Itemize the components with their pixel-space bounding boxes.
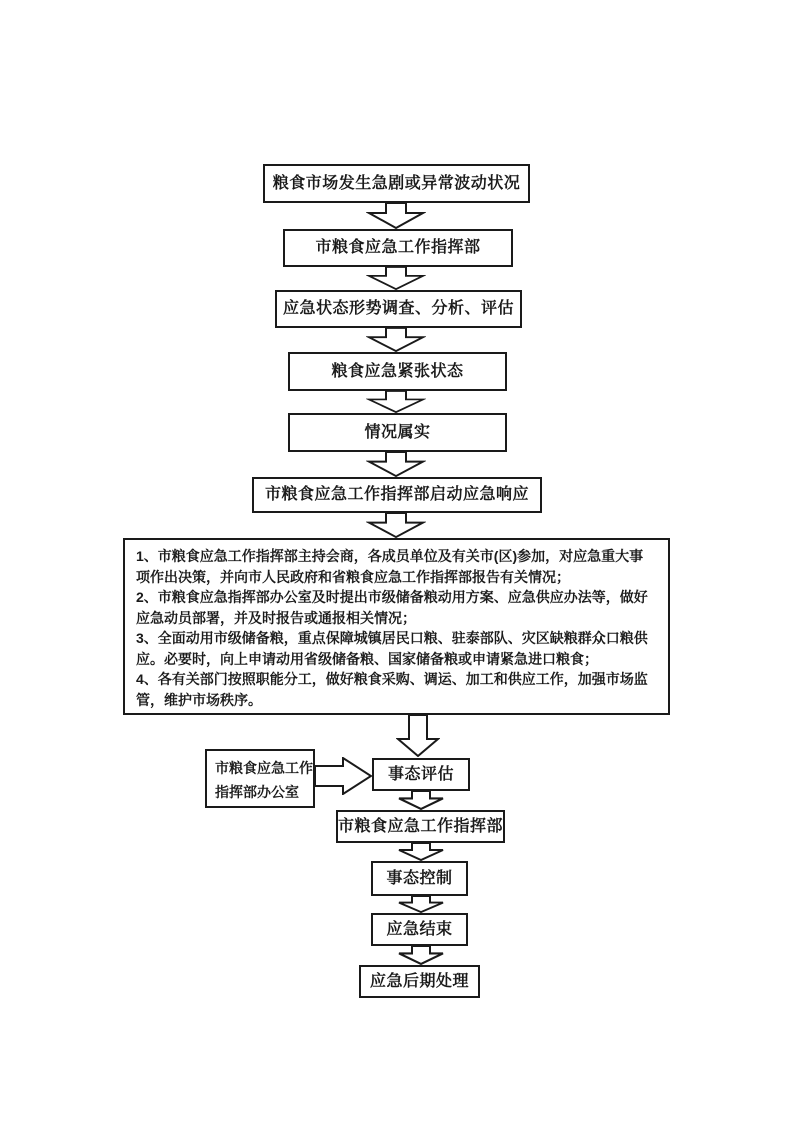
node-investigation-label: 应急状态形势调查、分析、评估 bbox=[282, 300, 514, 318]
down-arrow-icon bbox=[366, 267, 426, 290]
down-arrow-icon bbox=[366, 203, 426, 229]
node-situation-confirmed bbox=[288, 413, 507, 452]
down-arrow-icon bbox=[366, 391, 426, 413]
down-arrow-icon bbox=[396, 715, 440, 757]
node-post-handling bbox=[359, 965, 480, 998]
down-arrow-icon bbox=[397, 843, 445, 861]
detail-measures-box bbox=[123, 538, 670, 715]
side-office-line-1: 市粮食应急工作 bbox=[215, 760, 313, 776]
node-tension-state bbox=[288, 352, 507, 391]
node-situation-confirmed-label: 情况属实 bbox=[364, 423, 431, 441]
node-assessment bbox=[372, 758, 470, 791]
down-arrow-icon bbox=[366, 513, 426, 538]
down-arrow-icon bbox=[366, 328, 426, 352]
node-command-hq-2-label: 市粮食应急工作指挥部 bbox=[338, 817, 504, 835]
node-assessment-label: 事态评估 bbox=[387, 765, 454, 783]
side-office-box bbox=[205, 749, 315, 808]
node-situation-control bbox=[371, 861, 468, 896]
node-situation-control-label: 事态控制 bbox=[386, 869, 453, 887]
detail-item-2: 2、市粮食应急指挥部办公室及时提出市级储备粮动用方案、应急供应办法等，做好应急动员部署，并及时报告或通报相关情况； bbox=[136, 589, 648, 626]
node-tension-state-label: 粮食应急紧张状态 bbox=[331, 362, 464, 380]
node-end-response-label: 应急结束 bbox=[386, 920, 453, 938]
side-office-line-2: 指挥部办公室 bbox=[215, 784, 299, 800]
detail-item-4: 4、各有关部门按照职能分工，做好粮食采购、调运、加工和供应工作，加强市场监管，维护市场秩序。 bbox=[136, 671, 648, 708]
node-start-response bbox=[252, 477, 542, 513]
node-market-fluctuation-label: 粮食市场发生急剧或异常波动状况 bbox=[272, 174, 521, 192]
node-command-hq bbox=[283, 229, 513, 267]
detail-item-3: 3、全面动用市级储备粮，重点保障城镇居民口粮、驻泰部队、灾区缺粮群众口粮供应。必要时，向上申请动用省级储备粮、国家储备粮或申请紧急进口粮食； bbox=[136, 630, 648, 667]
down-arrow-icon bbox=[397, 946, 445, 965]
node-investigation bbox=[275, 290, 522, 328]
down-arrow-icon bbox=[397, 896, 445, 913]
node-end-response bbox=[371, 913, 468, 946]
node-command-hq-2 bbox=[336, 810, 505, 843]
node-post-handling-label: 应急后期处理 bbox=[369, 972, 469, 990]
node-market-fluctuation bbox=[263, 164, 530, 203]
node-command-hq-label: 市粮食应急工作指挥部 bbox=[315, 239, 481, 257]
detail-item-1: 1、市粮食应急工作指挥部主持会商，各成员单位及有关市(区)参加，对应急重大事项作出决策，并向市人民政府和省粮食应急工作指挥部报告有关情况； bbox=[136, 548, 644, 585]
down-arrow-icon bbox=[397, 791, 445, 810]
node-start-response-label: 市粮食应急工作指挥部启动应急响应 bbox=[264, 486, 529, 504]
down-arrow-icon bbox=[366, 452, 426, 477]
right-arrow-icon bbox=[315, 757, 372, 795]
